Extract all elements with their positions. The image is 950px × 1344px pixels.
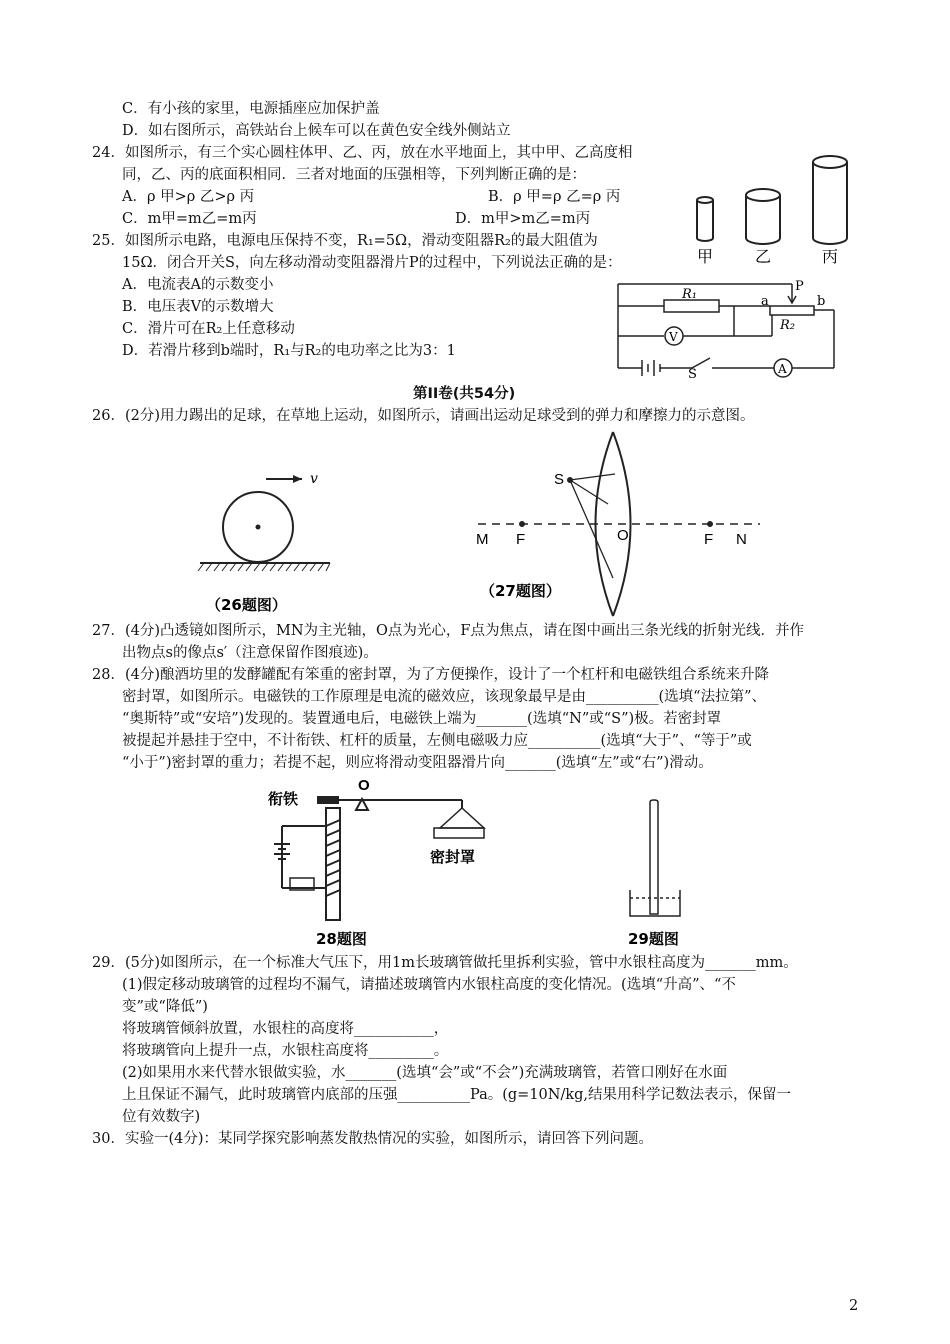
- q24-option-c: C．m甲=m乙=m丙: [122, 211, 257, 227]
- lens-label-o: O: [617, 527, 629, 544]
- voltmeter-label: V: [669, 330, 678, 344]
- q28-line4: 被提起并悬挂于空中，不计衔铁、杠杆的质量，左侧电磁吸力应__________(选填“大于”、“等于”或: [122, 733, 752, 749]
- figure-29-caption: 29题图: [628, 930, 679, 948]
- q27-line1: 27．(4分)凸透镜如图所示，MN为主光轴，O点为光心，F点为焦点，请在图中画出三条光线的折射光线．并作: [92, 623, 804, 639]
- q29-line1: 29．(5分)如图所示，在一个标准大气压下，用1m长玻璃管做托里拆利实验，管中水银柱高度为_______mm。: [92, 955, 798, 971]
- cylinders-figure: [680, 150, 870, 270]
- lens-label-n: N: [736, 531, 747, 548]
- q25-stem-line2: 15Ω．闭合开关S，向左移动滑动变阻器滑片P的过程中，下列说法正确的是：: [122, 255, 622, 271]
- ammeter-label: A: [778, 362, 787, 376]
- lens-figure: [470, 428, 770, 618]
- q24-stem-line1: 24．如图所示，有三个实心圆柱体甲、乙、丙，放在水平地面上，其中甲、乙高度相: [92, 145, 633, 161]
- q29-line4: 将玻璃管倾斜放置，水银柱的高度将___________，: [122, 1021, 449, 1037]
- figure-26-caption: （26题图）: [206, 596, 287, 614]
- torricelli-figure: [612, 798, 702, 948]
- q29-line7: 上且保证不漏气，此时玻璃管内底部的压强__________Pa。(g=10N/kg,结果用科学记数法表示，保留一: [122, 1087, 792, 1103]
- q28-line5: “小于”)密封罩的重力；若提不起，则应将滑动变阻器滑片向_______(选填“左”或“右”)滑动。: [122, 755, 713, 771]
- figure-28-caption: 28题图: [316, 930, 367, 948]
- circuit-label-p: P: [795, 279, 804, 294]
- q23-option-c: C．有小孩的家里，电源插座应加保护盖: [122, 101, 380, 117]
- q28-line1: 28．(4分)酿酒坊里的发酵罐配有笨重的密封罩，为了方便操作，设计了一个杠杆和电磁铁组合系统来升降: [92, 667, 769, 683]
- q25-option-a: A．电流表A的示数变小: [122, 277, 274, 293]
- lens-label-m: M: [476, 531, 489, 548]
- page-number: 2: [849, 1298, 859, 1314]
- lens-label-s: S: [554, 471, 565, 488]
- q25-option-c: C．滑片可在R₂上任意移动: [122, 321, 295, 337]
- q26-text: 26．(2分)用力踢出的足球，在草地上运动，如图所示，请画出运动足球受到的弹力和摩擦力的示意图。: [92, 408, 755, 424]
- q27-line2: 出物点s的像点s′（注意保留作图痕迹)。: [122, 645, 378, 661]
- q24-option-b: B．ρ 甲=ρ 乙=ρ 丙: [488, 189, 621, 205]
- figure-27-caption: （27题图）: [480, 582, 561, 600]
- lens-label-f-left: F: [516, 531, 526, 548]
- armature-label: 衔铁: [268, 790, 299, 808]
- q30-line1: 30．实验一(4分)：某同学探究影响蒸发散热情况的实验，如图所示，请回答下列问题。: [92, 1131, 653, 1147]
- q29-line3: 变”或“降低”): [122, 999, 208, 1015]
- cylinder-label-yi: 乙: [755, 247, 772, 266]
- q25-option-d: D．若滑片移到b端时，R₁与R₂的电功率之比为3：1: [122, 343, 456, 359]
- q25-option-b: B．电压表V的示数增大: [122, 299, 274, 315]
- q29-line6: (2)如果用水来代替水银做实验，水_______(选填“会”或“不会”)充满玻璃管，若管口刚好在水面: [122, 1065, 728, 1081]
- q25-stem-line1: 25．如图所示电路，电源电压保持不变，R₁=5Ω，滑动变阻器R₂的最大阻值为: [92, 233, 598, 249]
- q29-line2: (1)假定移动玻璃管的过程均不漏气，请描述玻璃管内水银柱高度的变化情况。(选填“升高”、“不: [122, 977, 736, 993]
- q28-line2: 密封罩，如图所示。电磁铁的工作原理是电流的磁效应，该现象最早是由__________(选填“法拉第”、: [122, 689, 766, 705]
- lens-label-f-right: F: [704, 531, 714, 548]
- section-2-title: 第II卷(共54分): [413, 386, 516, 402]
- cylinder-label-jia: 甲: [697, 247, 714, 266]
- velocity-label: v: [310, 471, 318, 487]
- q29-line8: 位有效数字): [122, 1109, 201, 1125]
- switch-label: S: [688, 367, 697, 382]
- q24-option-d: D．m甲>m乙=m丙: [455, 211, 591, 227]
- q23-option-d: D．如右图所示，高铁站台上候车可以在黄色安全线外侧站立: [122, 123, 511, 139]
- q28-line3: “奥斯特”或“安培”)发现的。装置通电后，电磁铁上端为_______(选填“N”或“S”)极。若密封罩: [122, 711, 722, 727]
- seal-cover-label: 密封罩: [430, 848, 476, 866]
- circuit-figure: [612, 278, 842, 382]
- circuit-label-r1: R₁: [682, 287, 697, 302]
- circuit-label-a: a: [761, 294, 769, 309]
- lever-label-o: O: [358, 777, 370, 794]
- football-figure: [196, 460, 336, 620]
- q29-line5: 将玻璃管向上提升一点，水银柱高度将_________。: [122, 1043, 449, 1059]
- cylinder-label-bing: 丙: [822, 247, 839, 266]
- lever-figure: [262, 770, 482, 950]
- q24-option-a: A．ρ 甲>ρ 乙>ρ 丙: [122, 189, 255, 205]
- q24-stem-line2: 同，乙、丙的底面积相同．三者对地面的压强相等，下列判断正确的是：: [122, 167, 586, 183]
- circuit-label-b: b: [817, 294, 826, 309]
- circuit-label-r2: R₂: [780, 318, 795, 333]
